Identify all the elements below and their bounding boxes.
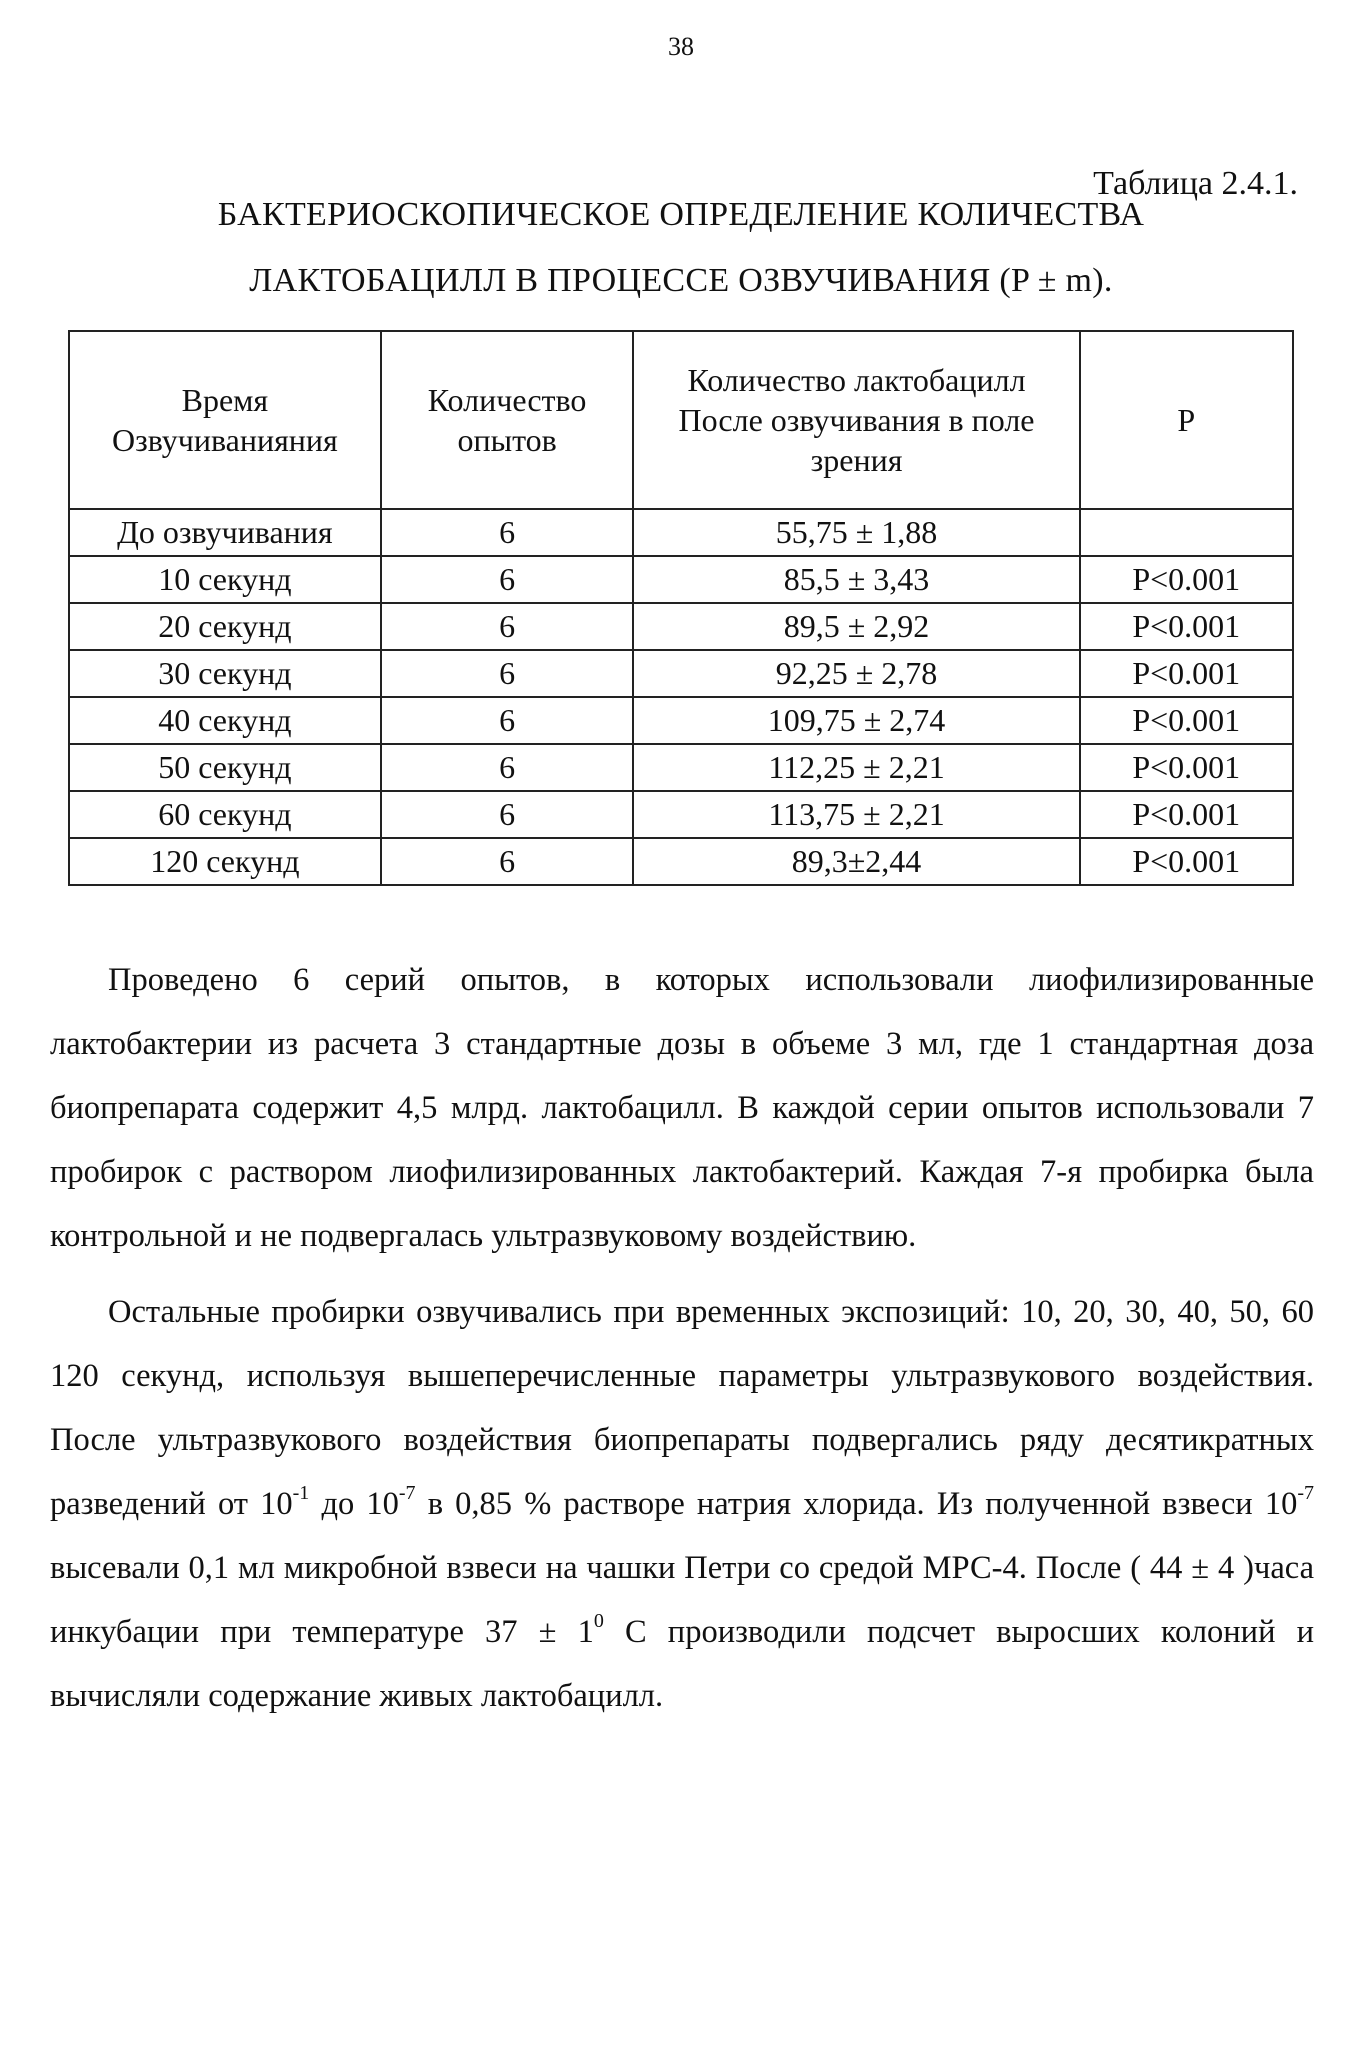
table-row: [69, 697, 1293, 744]
cell-count: 6: [381, 509, 634, 556]
cell-p: P<0.001: [1080, 697, 1293, 744]
cell-time: 50 секунд: [69, 744, 381, 791]
cell-value: 112,25 ± 2,21: [633, 744, 1079, 791]
paragraph-1: Проведено 6 серий опытов, в которых использовали лиофилизированные лактобактерии из расчета 3 стандартные дозы в объеме 3 мл, где 1 стандартная доза биопрепарата содержит 4,5 млрд. лактобацилл. В каждой серии опытов использовали 7 пробирок с раствором лиофилизированных лактобактерий. Каждая 7-я пробирка была контрольной и не подвергалась ультразвуковому воздействию.: [50, 962, 1314, 1254]
exponent: 0: [593, 1610, 604, 1632]
cell-count: 6: [381, 650, 634, 697]
cell-count: 6: [381, 838, 634, 885]
paragraph-2-part4: высевали 0,1 мл микробной взвеси на чашки Петри со средой МРС-4. После ( 44 ± 4 )часа инкубации при температуре 37 ± 1: [50, 1550, 1314, 1650]
table-row: [69, 603, 1293, 650]
cell-p: P<0.001: [1080, 603, 1293, 650]
cell-count: 6: [381, 603, 634, 650]
exponent: -7: [1297, 1482, 1314, 1504]
paragraph-2-part1: Остальные пробирки озвучивались при временных экспозиций: 10, 20, 30, 40, 50, 60 120 секунд, используя вышеперечисленные параметры ультразвукового воздействия. После ультразвукового воздействия биопрепараты подвергались ряду десятикратных разведений от 10: [50, 1294, 1314, 1522]
paragraph-2-part2: до 10: [309, 1486, 399, 1522]
paragraph-2-part5: С производили подсчет выросших колоний и вычисляли содержание живых лактобацилл.: [50, 1614, 1314, 1714]
header-lactobacilli-line3: зрения: [810, 442, 903, 478]
exponent: -7: [398, 1482, 416, 1504]
header-time-line1: Время: [181, 382, 269, 418]
cell-time: 40 секунд: [69, 697, 381, 744]
table-row: [69, 556, 1293, 603]
header-lactobacilli: [633, 331, 1079, 509]
cell-p: P<0.001: [1080, 791, 1293, 838]
cell-count: 6: [381, 556, 634, 603]
cell-time: 60 секунд: [69, 791, 381, 838]
table-row: [69, 838, 1293, 885]
body-text: [50, 948, 1314, 1728]
page-number: 38: [668, 32, 694, 61]
cell-count: 6: [381, 744, 634, 791]
exponent: -1: [292, 1482, 310, 1504]
cell-value: 55,75 ± 1,88: [633, 509, 1079, 556]
cell-value: 92,25 ± 2,78: [633, 650, 1079, 697]
cell-value: 89,5 ± 2,92: [633, 603, 1079, 650]
cell-time: До озвучивания: [69, 509, 381, 556]
cell-time: 120 секунд: [69, 838, 381, 885]
header-time: [69, 331, 381, 509]
cell-p: P<0.001: [1080, 556, 1293, 603]
cell-value: 113,75 ± 2,21: [633, 791, 1079, 838]
header-lactobacilli-line1: Количество лактобацилл: [687, 362, 1026, 398]
header-time-line2: Озвучиванияния: [111, 422, 338, 458]
table-row: [69, 791, 1293, 838]
cell-p: P<0.001: [1080, 650, 1293, 697]
header-p-label: P: [1177, 402, 1196, 438]
cell-p: [1080, 509, 1293, 556]
cell-time: 30 секунд: [69, 650, 381, 697]
paragraph-2: [50, 1280, 1314, 1728]
cell-count: 6: [381, 791, 634, 838]
cell-value: 89,3±2,44: [633, 838, 1079, 885]
cell-time: 20 секунд: [69, 603, 381, 650]
table-header-row: [69, 331, 1293, 509]
table-row: [69, 744, 1293, 791]
table-title-line2: ЛАКТОБАЦИЛЛ В ПРОЦЕССЕ ОЗВУЧИВАНИЯ (P ± m).: [249, 262, 1113, 299]
cell-time: 10 секунд: [69, 556, 381, 603]
header-lactobacilli-line2: После озвучивания в поле: [678, 402, 1035, 438]
table-row: [69, 509, 1293, 556]
table-title-line1: БАКТЕРИОСКОПИЧЕСКОЕ ОПРЕДЕЛЕНИЕ КОЛИЧЕСТВА: [217, 196, 1145, 233]
cell-p: P<0.001: [1080, 838, 1293, 885]
cell-value: 85,5 ± 3,43: [633, 556, 1079, 603]
cell-count: 6: [381, 697, 634, 744]
cell-p: P<0.001: [1080, 744, 1293, 791]
header-count-line2: опытов: [457, 422, 557, 458]
header-count-line1: Количество: [427, 382, 587, 418]
paragraph-2-part3: в 0,85 % растворе натрия хлорида. Из полученной взвеси 10: [415, 1486, 1298, 1522]
table-label: Таблица 2.4.1.: [1093, 165, 1298, 202]
header-p: [1080, 331, 1293, 509]
header-count: [381, 331, 634, 509]
results-table: [68, 330, 1294, 886]
cell-value: 109,75 ± 2,74: [633, 697, 1079, 744]
table-row: [69, 650, 1293, 697]
